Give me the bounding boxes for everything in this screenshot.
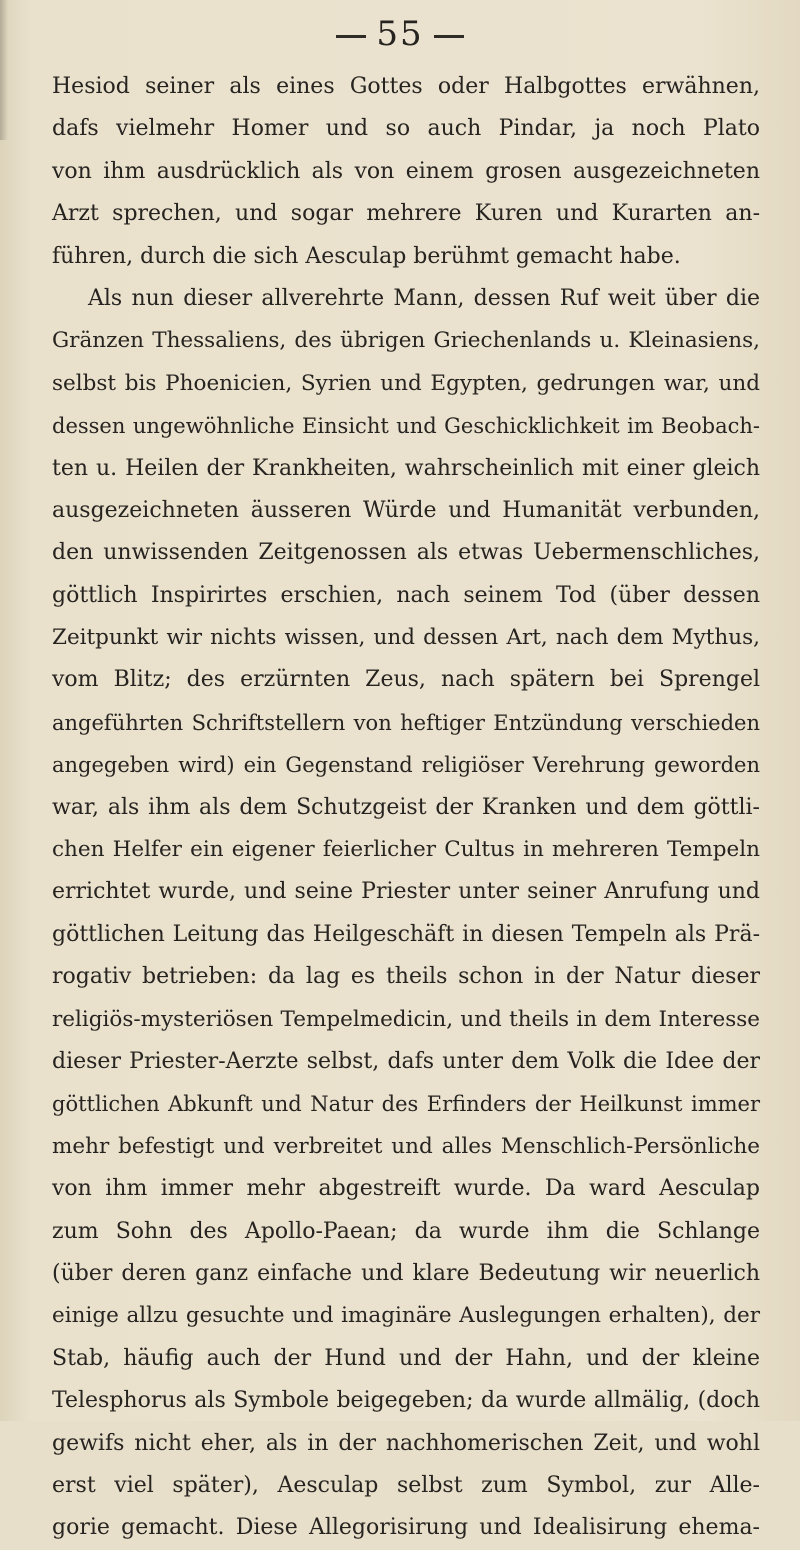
header-dash-left bbox=[336, 35, 366, 38]
text-line: (über deren ganz einfache und klare Bedeutung wir neuerlich bbox=[52, 1260, 760, 1286]
text-line: war, als ihm als dem Schutzgeist der Kranken und dem göttli- bbox=[52, 794, 760, 820]
text-line: Arzt sprechen, und sogar mehrere Kuren und Kurarten an- bbox=[52, 201, 760, 227]
text-line: göttlichen Leitung das Heilgeschäft in diesen Tempeln als Prä- bbox=[52, 921, 760, 947]
text-line: Telesphorus als Symbole beigegeben; da wurde allmälig, (doch bbox=[52, 1388, 760, 1414]
text-line: dafs vielmehr Homer und so auch Pindar, ja noch Plato bbox=[52, 116, 760, 142]
text-line: zum Sohn des Apollo-Paean; da wurde ihm die Schlange bbox=[52, 1218, 760, 1244]
text-line: gewifs nicht eher, als in der nachhomerischen Zeit, und wohl bbox=[52, 1430, 760, 1456]
text-line: erst viel später), Aesculap selbst zum Symbol, zur Alle- bbox=[52, 1472, 760, 1498]
text-line: religiös-mysteriösen Tempelmedicin, und theils in dem Interesse bbox=[52, 1006, 760, 1032]
text-line: chen Helfer ein eigener feierlicher Cultus in mehreren Tempeln bbox=[52, 837, 760, 863]
text-line: Zeitpunkt wir nichts wissen, und dessen Art, nach dem Mythus, bbox=[52, 625, 760, 651]
text-line: dieser Priester-Aerzte selbst, dafs unter dem Volk die Idee der bbox=[52, 1048, 760, 1074]
text-line: göttlich Inspirirtes erschien, nach seinem Tod (über dessen bbox=[52, 582, 760, 608]
text-line: Als nun dieser allverehrte Mann, dessen Ruf weit über die bbox=[88, 285, 760, 311]
text-line: den unwissenden Zeitgenossen als etwas Uebermenschliches, bbox=[52, 540, 760, 566]
text-line: Gränzen Thessaliens, des übrigen Griechenlands u. Kleinasiens, bbox=[52, 328, 760, 354]
text-line: einige allzu gesuchte und imaginäre Auslegungen erhalten), der bbox=[52, 1303, 760, 1329]
text-line: dessen ungewöhnliche Einsicht und Geschicklichkeit im Beobach- bbox=[52, 414, 760, 439]
text-line: gorie gemacht. Diese Allegorisirung und Idealisirung ehema- bbox=[52, 1515, 760, 1541]
text-line: rogativ betrieben: da lag es theils schon in der Natur dieser bbox=[52, 964, 760, 990]
text-line: führen, durch die sich Aesculap berühmt gemacht habe. bbox=[52, 243, 681, 269]
page-header bbox=[0, 14, 800, 54]
text-line: Hesiod seiner als eines Gottes oder Halbgottes erwähnen, bbox=[52, 74, 760, 99]
page-number: 55 bbox=[376, 14, 424, 54]
text-line: mehr befestigt und verbreitet und alles Menschlich-Persönliche bbox=[52, 1133, 760, 1159]
header-dash-right bbox=[434, 35, 464, 38]
text-line: angeführten Schriftstellern von heftiger Entzündung verschieden bbox=[52, 710, 760, 735]
text-line: selbst bis Phoenicien, Syrien und Egypten, gedrungen war, und bbox=[52, 370, 760, 396]
text-line: Stab, häufig auch der Hund und der Hahn, und der kleine bbox=[52, 1345, 760, 1371]
body-text bbox=[52, 66, 760, 1550]
text-line: göttlichen Abkunft und Natur des Erfinders der Heilkunst immer bbox=[52, 1092, 760, 1117]
text-line: von ihm ausdrücklich als von einem grosen ausgezeichneten bbox=[52, 158, 760, 184]
text-line: ausgezeichneten äusseren Würde und Humanität verbunden, bbox=[52, 497, 760, 523]
text-line: von ihm immer mehr abgestreift wurde. Da ward Aesculap bbox=[52, 1176, 760, 1202]
text-line: angegeben wird) ein Gegenstand religiöser Verehrung geworden bbox=[52, 753, 760, 778]
text-line: vom Blitz; des erzürnten Zeus, nach spätern bei Sprengel bbox=[52, 667, 760, 693]
text-line: ten u. Heilen der Krankheiten, wahrscheinlich mit einer gleich bbox=[52, 455, 760, 481]
text-line: errichtet wurde, und seine Priester unter seiner Anrufung und bbox=[52, 879, 760, 905]
